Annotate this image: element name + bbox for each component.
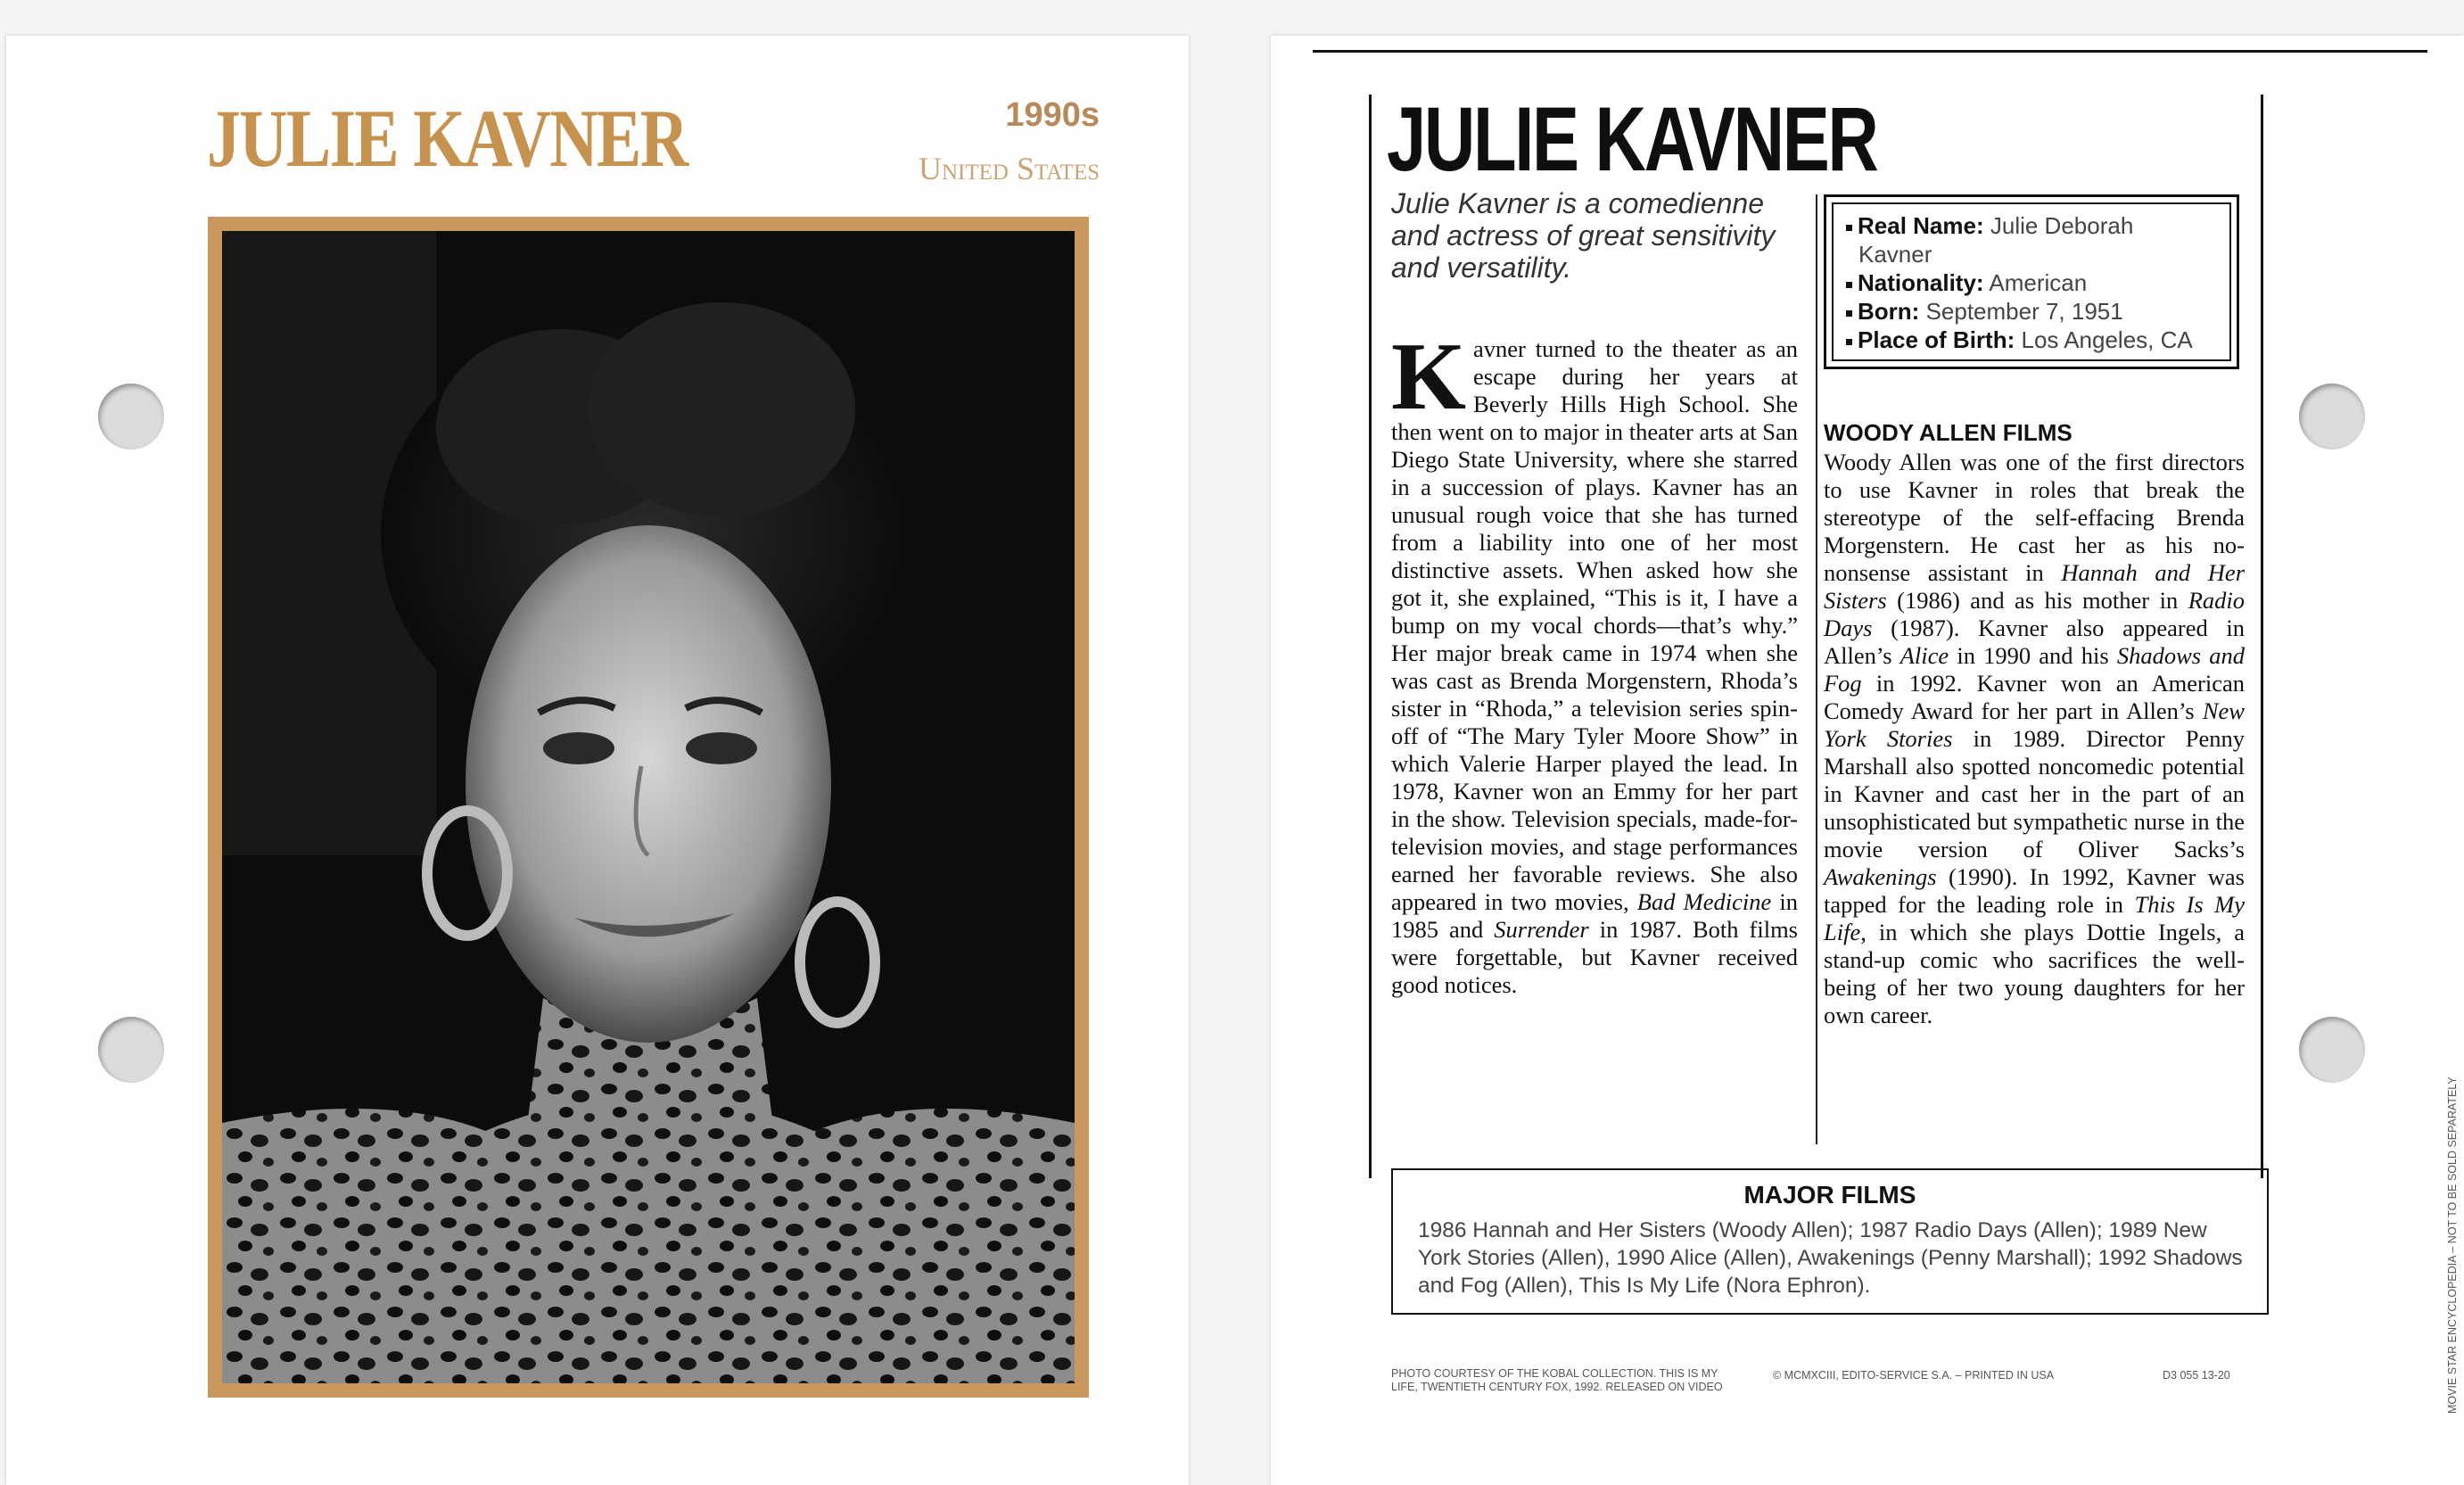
binder-hole-bottom	[98, 1017, 164, 1083]
photo-credit	[1391, 1367, 1723, 1394]
major-films-box	[1391, 1168, 2269, 1315]
bio-part-2: in 1985 and	[1391, 888, 1798, 943]
fact-value: Kavner	[1858, 241, 1932, 268]
front-name-title: JULIE KAVNER	[207, 93, 688, 184]
fact-born	[1846, 297, 2221, 326]
facts-box	[1824, 194, 2239, 369]
side-notice: MOVIE STAR ENCYCLOPEDIA – NOT TO BE SOLD SEPARATELY	[2446, 1077, 2459, 1414]
bullet-icon	[1846, 310, 1852, 317]
bullet-icon	[1846, 225, 1852, 231]
intro-text: Julie Kavner is a comedienne and actress of great sensitivity and versatility.	[1391, 187, 1776, 284]
bullet-icon	[1846, 339, 1852, 345]
back-name-title: JULIE KAVNER	[1387, 88, 1877, 190]
fact-value: Los Angeles, CA	[2021, 326, 2193, 353]
fact-value: September 7, 1951	[1925, 298, 2123, 325]
binder-hole-top	[2299, 384, 2365, 450]
photo-credit-line: PHOTO COURTESY OF THE KOBAL COLLECTION. THIS IS MY	[1391, 1367, 1718, 1380]
bullet-icon	[1846, 282, 1852, 288]
woody-text: (1987). Kavner also appeared in Allen’s	[1824, 615, 2245, 669]
major-films-title: MAJOR FILMS	[1743, 1181, 1916, 1209]
facts-inner	[1832, 202, 2231, 361]
fact-value: Julie Deborah	[1990, 212, 2134, 239]
fact-label: Born:	[1858, 298, 1920, 325]
top-rule	[1313, 50, 2427, 53]
front-decade: 1990s	[1005, 96, 1100, 134]
fact-label: Real Name:	[1858, 212, 1984, 239]
biography-text	[1391, 324, 1798, 999]
woody-text: (1986) and as his mother in	[1886, 587, 2188, 614]
back-card	[1271, 36, 2464, 1485]
card-code: D3 055 13-20	[2163, 1369, 2230, 1382]
front-card	[6, 36, 1189, 1485]
binder-hole-top	[98, 384, 164, 450]
film-title: New York Stories	[1824, 697, 2245, 752]
photo-credit-line: LIFE, TWENTIETH CENTURY FOX, 1992. RELEASED ON VIDEO	[1391, 1381, 1723, 1393]
woody-text: Woody Allen was one of the first directors to use Kavner in roles that break the stereotype of the self-effacing Brenda Morgenstern. He cast her as his no-nonsense assistant in	[1824, 449, 2245, 586]
bio-part-3: in 1987. Both films were forgettable, but Kavner received good notices.	[1391, 916, 1798, 998]
film-title: Shadows and Fog	[1824, 642, 2245, 697]
film-title: This Is My Life	[1824, 891, 2245, 945]
fact-place-of-birth	[1846, 326, 2221, 354]
fact-label: Nationality:	[1858, 269, 1984, 296]
fact-value: American	[1989, 269, 2088, 296]
fact-real-name	[1846, 211, 2221, 240]
right-rule	[2261, 95, 2263, 1178]
bio-part-1: avner turned to the theater as an escape during her years at Beverly Hills High School. She then went on to major in theater arts at San Diego State University, where she starred in a succession of plays. Kavner has an unusual rough voice that she has turned from a liability into one of her most distinctive assets. When asked how she got it, she explained, “This is it, I have a bump on my vocal chords—that’s why.” Her major break came in 1974 when she was cast as Brenda Morgenstern, Rhoda’s sister in “Rhoda,” a television series spin-off of “The Mary Tyler Moore Show” in which Valerie Harper played the lead. In 1978, Kavner won an Emmy for her part in the show. Television specials, made-for-television movies, and stage performances earned her favorable reviews. She also appeared in two movies,	[1391, 335, 1798, 915]
woody-text: in 1989. Director Penny Marshall also spotted noncomedic potential in Kavner and cast her in the part of an unsophisticated but sympathetic nurse in the movie version of Oliver Sacks’s	[1824, 725, 2245, 862]
binder-hole-bottom	[2299, 1017, 2365, 1083]
woody-text: , in which she plays Dottie Ingels, a stand-up comic who sacrifices the well-being of her two young daughters for her own career.	[1824, 919, 2245, 1028]
woody-text: in 1990 and his	[1949, 642, 2117, 669]
photo-frame	[208, 217, 1089, 1398]
fact-label: Place of Birth:	[1858, 326, 2015, 353]
film-title: Radio Days	[1824, 587, 2245, 641]
left-rule	[1369, 95, 1372, 1178]
film-title: Awakenings	[1824, 863, 1937, 890]
front-country: United States	[919, 151, 1100, 186]
bio-film-2: Surrender	[1494, 916, 1589, 943]
film-title: Alice	[1900, 642, 1949, 669]
woody-allen-heading: WOODY ALLEN FILMS	[1824, 419, 2073, 446]
woody-allen-text	[1824, 449, 2245, 1029]
portrait-photo	[222, 231, 1075, 1383]
portrait-illustration	[222, 231, 1075, 1383]
bio-film-1: Bad Medicine	[1636, 888, 1772, 915]
column-divider	[1816, 194, 1817, 1144]
major-films-list: 1986 Hannah and Her Sisters (Woody Allen); 1987 Radio Days (Allen); 1989 New York Stories (Allen), 1990 Alice (Allen), Awakenings (Penny Marshall); 1992 Shadows and Fog (Allen), This Is My Life (Nora Ephron).	[1418, 1218, 2243, 1298]
copyright: © MCMXCIII, EDITO-SERVICE S.A. – PRINTED IN USA	[1773, 1369, 2055, 1382]
fact-nationality	[1846, 268, 2221, 297]
woody-text: (1990). In 1992, Kavner was tapped for the leading role in	[1824, 863, 2245, 918]
film-title: Hannah and Her Sisters	[1824, 559, 2246, 614]
woody-text: in 1992. Kavner won an American Comedy Award for her part in Allen’s	[1824, 670, 2245, 724]
fact-real-name-cont	[1846, 240, 2221, 268]
drop-cap: K	[1391, 324, 1467, 430]
